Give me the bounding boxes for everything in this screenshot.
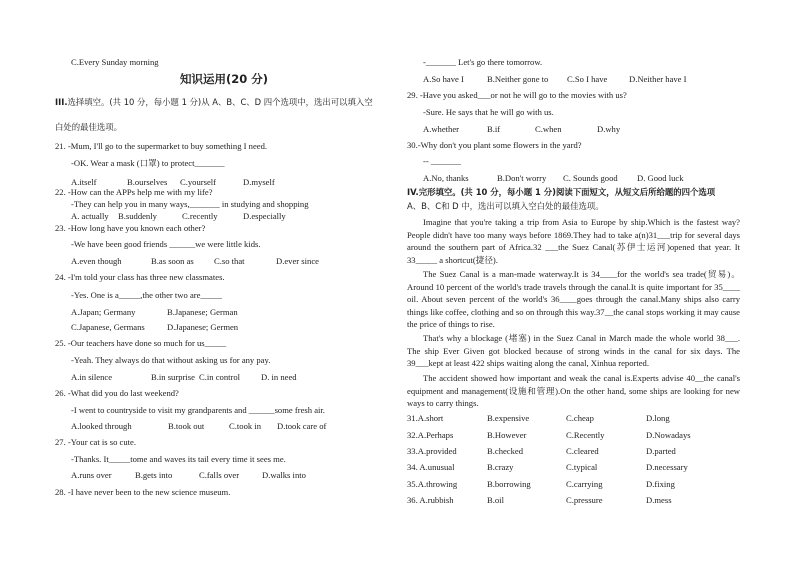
q26-option-b: B.took out <box>168 421 205 431</box>
q22-option-d: D.especially <box>243 211 286 221</box>
q36-option-a: 36. A.rubbish <box>407 495 454 505</box>
question-27-line2: -Thanks. It_____tome and waves its tail every time it sees me. <box>71 454 286 464</box>
q28-option-d: D.Neither have I <box>629 74 687 84</box>
passage-paragraph-2: The Suez Canal is a man-made waterway.It is 34____for the world's sea trade(贸易)。Around 10 percent of the world's trade travels through the canal.It is quite important for 35____ oil. About seven percent of the world's 36____goes through the canal.Many ships also carry things like coffee, clothing and so on through this way.37__the canal stops working it may cause the price of things to rise. <box>407 269 740 329</box>
question-22-line2: -They can help you in many ways,_______ in studying and shopping <box>71 199 309 209</box>
q29-option-a: A.whether <box>423 124 460 134</box>
q21-option-b: B.ourselves <box>127 177 168 187</box>
passage-paragraph-4: The accident showed how important and weak the canal is.Experts advise 40__the canal's equipment and management(设施和管理).On the other hand, some ships are looking for new ways to carry things. <box>407 373 740 408</box>
question-26-line2: -I went to countryside to visit my grandparents and ______some fresh air. <box>71 405 325 415</box>
q21-option-a: A.itself <box>71 177 97 187</box>
q23-option-d: D.ever since <box>276 256 319 266</box>
q24-option-b: B.Japanese; German <box>167 307 238 317</box>
question-30: 30.-Why don't you plant some flowers in the yard? <box>407 140 582 150</box>
section3-instruction <box>55 97 373 108</box>
q26-option-a: A.looked through <box>71 421 132 431</box>
q32-option-a: 32.A.Perhaps <box>407 430 454 440</box>
section3-numeral: III. <box>55 97 68 107</box>
q25-option-d: D. in need <box>261 372 297 382</box>
question-22: 22. -How can the APPs help me with my life? <box>55 187 213 197</box>
section-title: 知识运用(20 分) <box>180 72 269 86</box>
prev-option: C.Every Sunday morning <box>71 57 159 67</box>
q36-option-d: D.mess <box>646 495 672 505</box>
question-21: 21. -Mum, I'll go to the supermarket to buy something I need. <box>55 141 268 151</box>
q22-option-a: A. actually <box>71 211 109 221</box>
question-29-line2: -Sure. He says that he will go with us. <box>423 107 554 117</box>
q34-option-d: D.necessary <box>646 462 688 472</box>
q25-option-b: B.in surprise <box>151 372 195 382</box>
q31-option-a: 31.A.short <box>407 413 444 423</box>
q27-option-a: A.runs over <box>71 470 112 480</box>
q30-option-c: C. Sounds good <box>563 173 618 183</box>
q34-option-b: B.crazy <box>487 462 514 472</box>
passage-paragraph-1: Imagine that you're taking a trip from Asia to Europe by ship.Which is the fastest way? People didn't have too many ways before 1869.They had to take a(n)31___trip for several days around the southern part of Africa.32 ___the Suez Canal(苏伊士运河)opened that year. It 33_____ a shortcut(捷径). <box>407 217 740 265</box>
q31-option-d: D.long <box>646 413 670 423</box>
q32-option-d: D.Nowadays <box>646 430 691 440</box>
q29-option-d: D.why <box>597 124 621 134</box>
question-24: 24. -I'm told your class has three new classmates. <box>55 272 225 282</box>
q32-option-b: B.However <box>487 430 527 440</box>
q31-option-b: B.expensive <box>487 413 530 423</box>
question-23-line2: -We have been good friends ______we were little kids. <box>71 239 261 249</box>
q22-option-b: B.suddenly <box>118 211 157 221</box>
q36-option-c: C.pressure <box>566 495 603 505</box>
q27-option-c: C.falls over <box>199 470 240 480</box>
q28-option-b: B.Neither gone to <box>487 74 549 84</box>
q35-option-b: B.borrowing <box>487 479 531 489</box>
q33-option-d: D.parted <box>646 446 676 456</box>
q27-option-b: B.gets into <box>135 470 173 480</box>
q21-option-d: D.myself <box>243 177 275 187</box>
q32-option-c: C.Recently <box>566 430 605 440</box>
q24-option-d: D.Japanese; Germen <box>167 322 239 332</box>
q26-option-c: C.took in <box>229 421 261 431</box>
q25-option-c: C.in control <box>199 372 241 382</box>
question-27: 27. -Your cat is so cute. <box>55 437 136 447</box>
question-26: 26. -What did you do last weekend? <box>55 388 179 398</box>
section4-instruction-cont: A、B、C和 D 中，选出可以填入空白处的最佳选项。 <box>407 201 604 211</box>
q30-option-a: A.No, thanks <box>423 173 469 183</box>
q33-option-b: B.checked <box>487 446 524 456</box>
q33-option-c: C.cleared <box>566 446 599 456</box>
q35-option-a: 35.A.throwing <box>407 479 458 489</box>
q24-option-c: C.Japanese, Germans <box>71 322 145 332</box>
section3-instruction-cont: 白处的最佳选项。 <box>55 122 122 132</box>
q34-option-a: 34. A.unusual <box>407 462 455 472</box>
q35-option-d: D.fixing <box>646 479 675 489</box>
q23-option-a: A.even though <box>71 256 122 266</box>
q23-option-c: C.so that <box>214 256 245 266</box>
q26-option-d: D.took care of <box>277 421 327 431</box>
section4-instruction: IV.完形填空。(共 10 分，每小题 1 分)阅读下面短文，从短文后所给题的四个选项 <box>407 187 716 197</box>
q29-option-b: B.if <box>487 124 501 134</box>
q23-option-b: B.as soon as <box>151 256 194 266</box>
question-23: 23. -How long have you known each other? <box>55 223 206 233</box>
q33-option-a: 33.A.provided <box>407 446 457 456</box>
q22-option-c: C.recently <box>182 211 218 221</box>
q34-option-c: C.typical <box>566 462 598 472</box>
q31-option-c: C.cheap <box>566 413 594 423</box>
q25-option-a: A.in silence <box>71 372 113 382</box>
q24-option-a: A.Japan; Germany <box>71 307 136 317</box>
q21-option-c: C.yourself <box>180 177 217 187</box>
q28-option-a: A.So have I <box>423 74 464 84</box>
passage-paragraph-3: That's why a blockage (堵塞) in the Suez Canal in March made the whole world 38___. The ship Ever Given got blocked because of strong winds in the canal for six days. The 39___kept at least 422 ships waiting along the canal, Xinhua reported. <box>407 333 740 368</box>
question-30-line2: -- _______ <box>423 156 461 166</box>
q28-line2: -_______ Let's go there tomorrow. <box>423 57 543 67</box>
q28-option-c: C.So I have <box>567 74 608 84</box>
q30-option-b: B.Don't worry <box>497 173 547 183</box>
question-25-line2: -Yeah. They always do that without asking us for any pay. <box>71 355 271 365</box>
section3-text: 选择填空。(共 10 分，每小题 1 分)从 A、B、C、D 四个选项中，选出可以填入空 <box>67 97 373 107</box>
question-25: 25. -Our teachers have done so much for us_____ <box>55 338 227 348</box>
q27-option-d: D.walks into <box>262 470 306 480</box>
q36-option-b: B.oil <box>487 495 504 505</box>
question-21-line2: -OK. Wear a mask (口罩) to protect_______ <box>71 158 225 168</box>
q30-option-d: D. Good luck <box>637 173 684 183</box>
q29-option-c: C.when <box>535 124 562 134</box>
question-28: 28. -I have never been to the new science museum. <box>55 487 231 497</box>
q35-option-c: C.carrying <box>566 479 603 489</box>
question-29: 29. -Have you asked___or not he will go to the movies with us? <box>407 90 627 100</box>
question-24-line2: -Yes. One is a_____,the other two are_____ <box>71 290 222 300</box>
